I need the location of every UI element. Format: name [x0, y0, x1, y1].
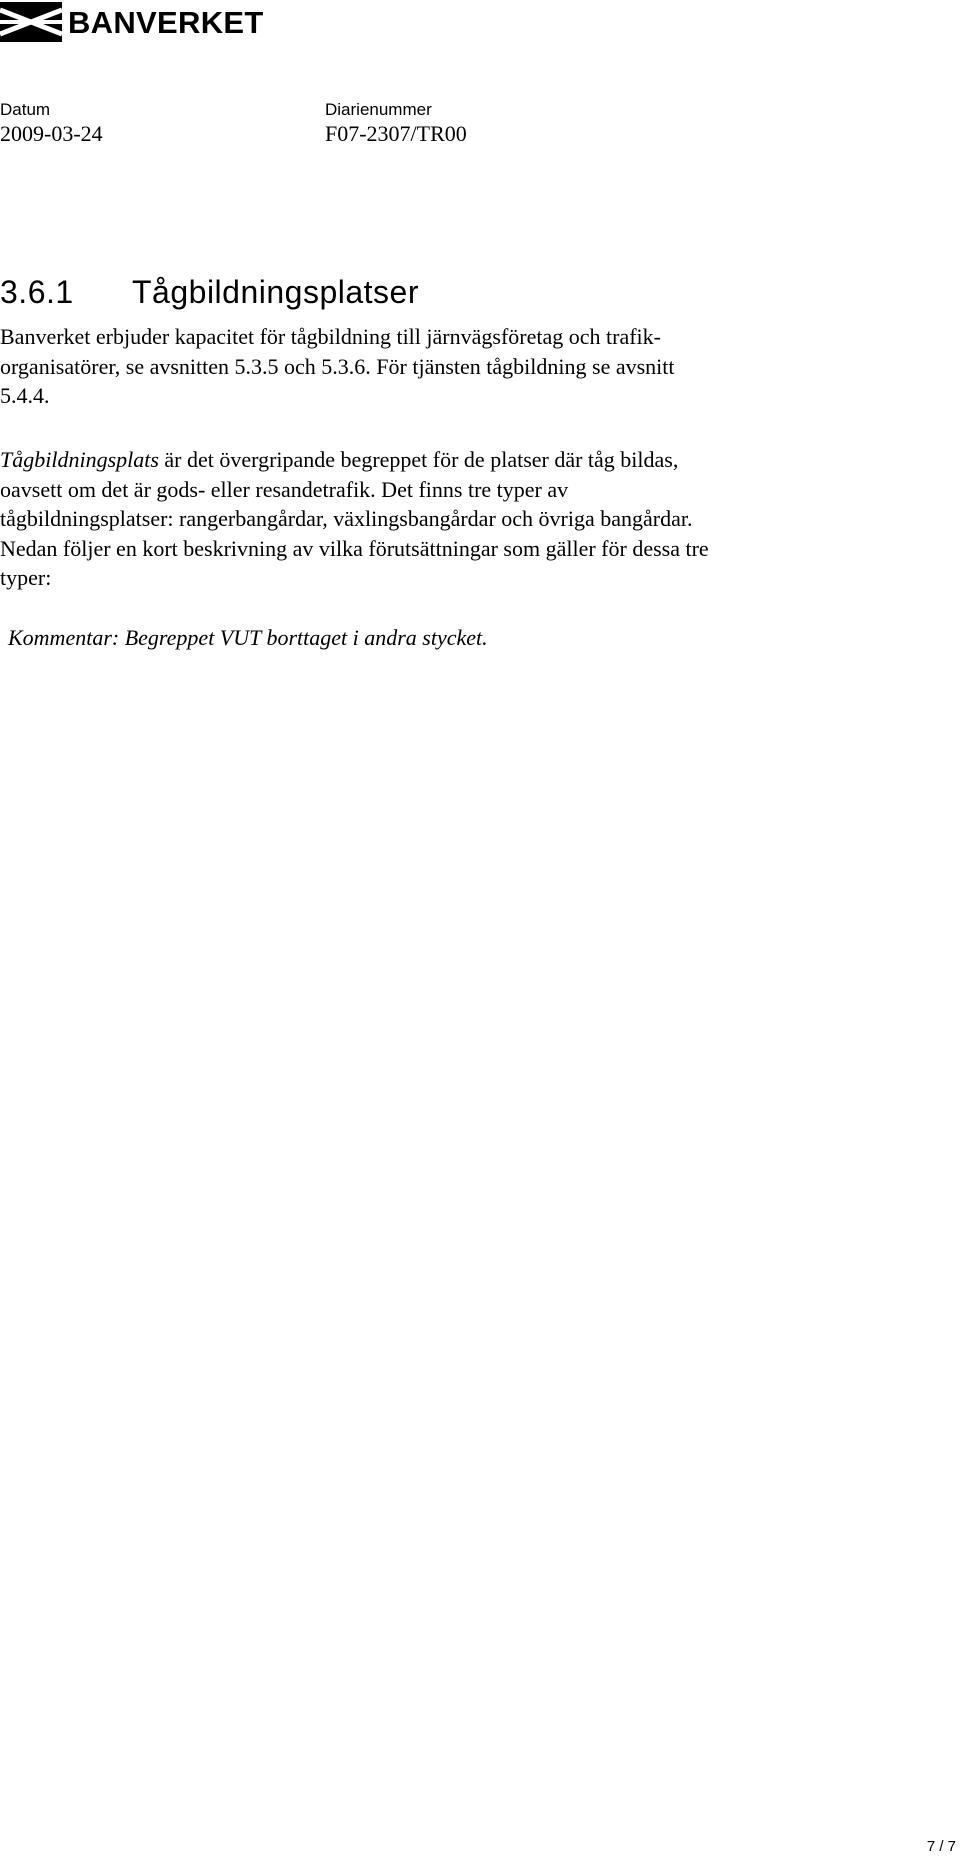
section-heading	[0, 272, 419, 312]
paragraph-2-line	[0, 445, 950, 475]
paragraph-2-line: oavsett om det är gods- eller resandetrafik. Det finns tre typer av	[0, 476, 569, 502]
paragraph-1-line: 5.4.4.	[0, 383, 50, 408]
paragraph-1-line: Banverket erbjuder kapacitet för tågbildning till järnvägsföretag och trafik-	[0, 324, 661, 349]
paragraph-2-line: typer:	[0, 565, 52, 590]
logo-text: BANVERKET	[68, 4, 264, 40]
datum-value: 2009-03-24	[0, 121, 103, 146]
page-number: 7 / 7	[926, 1838, 956, 1855]
comment-note: Kommentar: Begreppet VUT borttaget i andra stycket.	[8, 625, 488, 650]
diarienummer-label: Diarienummer	[325, 100, 432, 119]
paragraph-2-line1-rest: är det övergripande begreppet för de platser där tåg bildas,	[158, 447, 679, 472]
section-number: 3.6.1	[0, 274, 74, 310]
paragraph-2-line: tågbildningsplatser: rangerbangårdar, växlingsbangårdar och övriga bangårdar.	[0, 506, 693, 531]
paragraph-1-line: organisatörer, se avsnitten 5.3.5 och 5.3.6. För tjänsten tågbildning se avsnitt	[0, 353, 675, 379]
diarienummer-value: F07-2307/TR00	[325, 121, 467, 146]
paragraph-1	[0, 322, 950, 411]
term-tagbildningsplats: Tågbildningsplats	[0, 447, 159, 472]
section-title: Tågbildningsplatser	[132, 274, 419, 310]
diarienummer-block	[325, 100, 467, 148]
datum-label: Datum	[0, 100, 51, 119]
datum-block	[0, 100, 103, 148]
banverket-emblem-icon	[0, 2, 62, 42]
paragraph-2-line: Nedan följer en kort beskrivning av vilka förutsättningar som gäller för dessa tre	[0, 535, 709, 561]
paragraph-2	[0, 445, 950, 593]
banverket-logo	[0, 0, 264, 44]
